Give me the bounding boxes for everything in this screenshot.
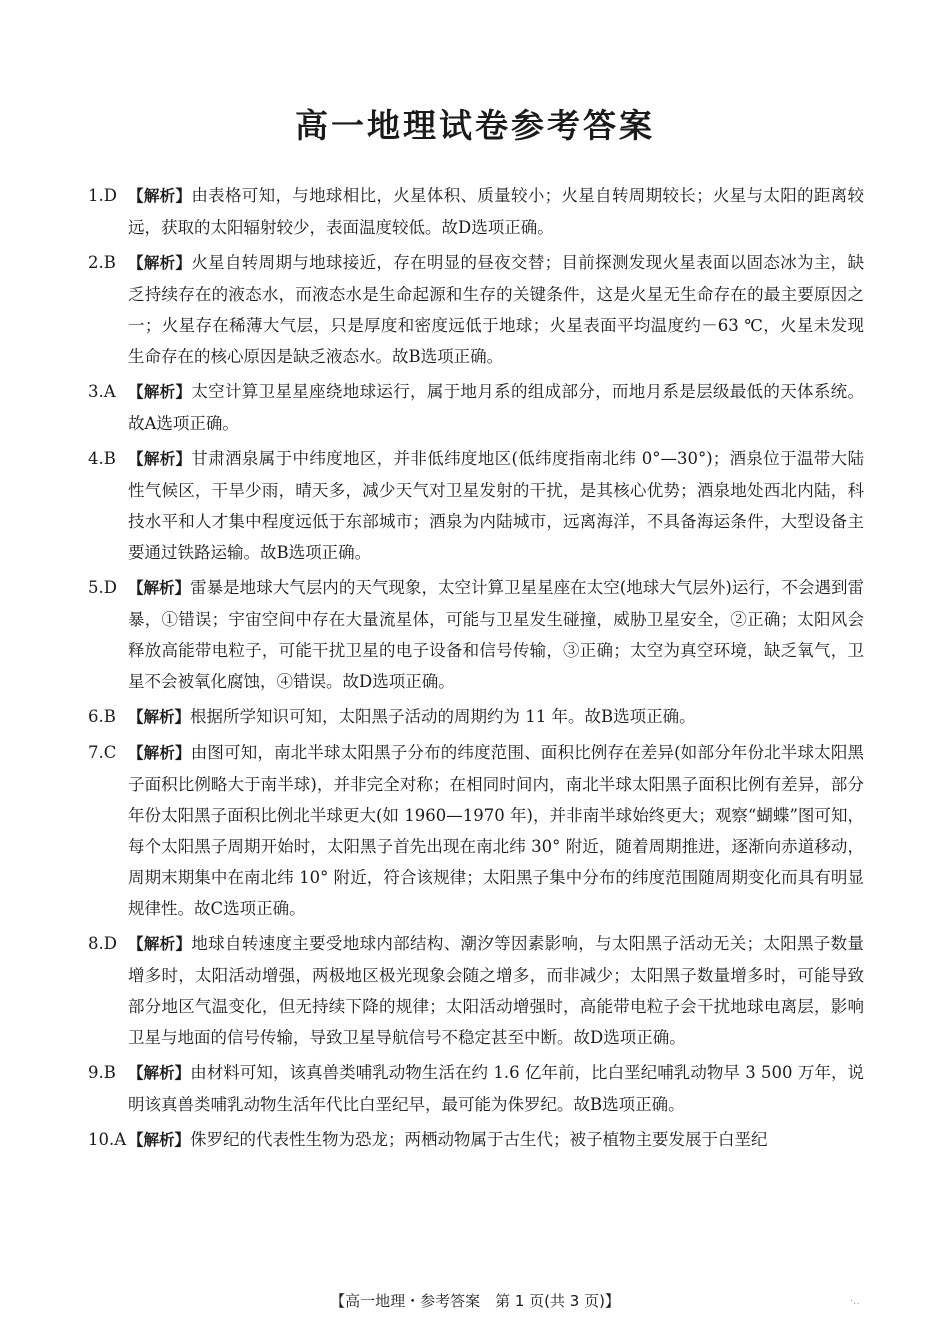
answer-item-2 bbox=[88, 247, 864, 372]
answer-item-9 bbox=[88, 1057, 864, 1120]
answer-text: 由图可知，南北半球太阳黑子分布的纬度范围、面积比例存在差异(如部分年份北半球太阳黑子面积比例略大于南半球)，并非完全对称；在相同时间内，南北半球太阳黑子面积比例有差异，部分年份太阳黑子面积比例北半球更大(如 1960—1970 年)，并非南半球始终更大；观察“蝴蝶”图可知，每个太阳黑子周期开始时，太阳黑子首先出现在南北纬 30° 附近，随着周期推进，逐渐向赤道移动，周期末期集中在南北纬 10° 附近，符合该规律；太阳黑子集中分布的纬度范围随周期变化而具有明显规律性。故C选项正确。 bbox=[128, 743, 864, 918]
answer-number: 9.B bbox=[88, 1063, 116, 1082]
answer-number: 3.A bbox=[88, 382, 116, 401]
answer-number: 6.B bbox=[88, 707, 116, 726]
answer-number: 2.B bbox=[88, 253, 116, 272]
answer-item-6 bbox=[88, 701, 864, 733]
page-title: 高一地理试卷参考答案 bbox=[295, 106, 655, 145]
answer-text: 由表格可知，与地球相比，火星体积、质量较小；火星自转周期较长；火星与太阳的距离较远，获取的太阳辐射较少，表面温度较低。故D选项正确。 bbox=[128, 186, 864, 237]
answer-number: 5.D bbox=[88, 578, 117, 597]
answer-text: 火星自转周期与地球接近，存在明显的昼夜交替；目前探测发现火星表面以固态冰为主，缺乏持续存在的液态水，而液态水是生命起源和生存的关键条件，这是火星无生命存在的最主要原因之一；火星存在稀薄大气层，只是厚度和密度远低于地球；火星表面平均温度约－63 ℃，火星未发现生命存在的核心原因是缺乏液态水。故B选项正确。 bbox=[128, 253, 864, 366]
answer-text: 太空计算卫星星座绕地球运行，属于地月系的组成部分，而地月系是层级最低的天体系统。故A选项正确。 bbox=[128, 382, 864, 433]
answer-item-4 bbox=[88, 443, 864, 568]
answer-item-7 bbox=[88, 737, 864, 924]
footer-mark: ·.. bbox=[850, 1296, 860, 1307]
answer-number: 8.D bbox=[88, 934, 117, 953]
analysis-tag: 【解析】 bbox=[128, 187, 192, 205]
analysis-tag: 【解析】 bbox=[128, 383, 192, 401]
answer-text: 由材料可知，该真兽类哺乳动物生活在约 1.6 亿年前，比白垩纪哺乳动物早 3 500 万年，说明该真兽类哺乳动物生活年代比白垩纪早，最可能为侏罗纪。故B选项正确。 bbox=[128, 1063, 864, 1114]
answer-number: 1.D bbox=[88, 186, 117, 205]
answer-text: 甘肃酒泉属于中纬度地区，并非低纬度地区(低纬度指南北纬 0°—30°)；酒泉位于温带大陆性气候区，干旱少雨，晴天多，减少天气对卫星发射的干扰，是其核心优势；酒泉地处西北内陆，科技水平和人才集中程度远低于东部城市；酒泉为内陆城市，远离海洋，不具备海运条件，大型设备主要通过铁路运输。故B选项正确。 bbox=[128, 449, 864, 562]
analysis-tag: 【解析】 bbox=[128, 1131, 191, 1149]
analysis-tag: 【解析】 bbox=[128, 1064, 191, 1082]
analysis-tag: 【解析】 bbox=[128, 450, 192, 468]
analysis-tag: 【解析】 bbox=[128, 579, 191, 597]
answer-item-1 bbox=[88, 180, 864, 243]
analysis-tag: 【解析】 bbox=[128, 744, 191, 762]
analysis-tag: 【解析】 bbox=[128, 708, 191, 726]
answer-item-3 bbox=[88, 376, 864, 439]
answer-text: 雷暴是地球大气层内的天气现象，太空计算卫星星座在太空(地球大气层外)运行，不会遇到雷暴，①错误；宇宙空间中存在大量流星体，可能与卫星发生碰撞，威胁卫星安全，②正确；太阳风会释放高能带电粒子，可能干扰卫星的电子设备和信号传输，③正确；太空为真空环境，缺乏氧气，卫星不会被氧化腐蚀，④错误。故D选项正确。 bbox=[128, 578, 864, 691]
analysis-tag: 【解析】 bbox=[128, 254, 192, 272]
answer-item-10 bbox=[88, 1124, 864, 1156]
answer-item-8 bbox=[88, 928, 864, 1053]
analysis-tag: 【解析】 bbox=[128, 935, 192, 953]
answer-text: 侏罗纪的代表性生物为恐龙；两栖动物属于古生代；被子植物主要发展于白垩纪 bbox=[190, 1130, 768, 1149]
answer-item-5 bbox=[88, 572, 864, 697]
answer-number: 7.C bbox=[88, 743, 117, 762]
answer-number: 10.A bbox=[88, 1130, 127, 1149]
answer-list bbox=[88, 180, 864, 1160]
answer-text: 根据所学知识可知，太阳黑子活动的周期约为 11 年。故B选项正确。 bbox=[190, 707, 696, 726]
page-footer: 【高一地理・参考答案 第 1 页(共 3 页)】 bbox=[330, 1292, 620, 1310]
answer-number: 4.B bbox=[88, 449, 116, 468]
answer-text: 地球自转速度主要受地球内部结构、潮汐等因素影响，与太阳黑子活动无关；太阳黑子数量增多时，太阳活动增强，两极地区极光现象会随之增多，而非减少；太阳黑子数量增多时，可能导致部分地区气温变化，但无持续下降的规律；太阳活动增强时，高能带电粒子会干扰地球电离层，影响卫星与地面的信号传输，导致卫星导航信号不稳定甚至中断。故D选项正确。 bbox=[128, 934, 864, 1047]
